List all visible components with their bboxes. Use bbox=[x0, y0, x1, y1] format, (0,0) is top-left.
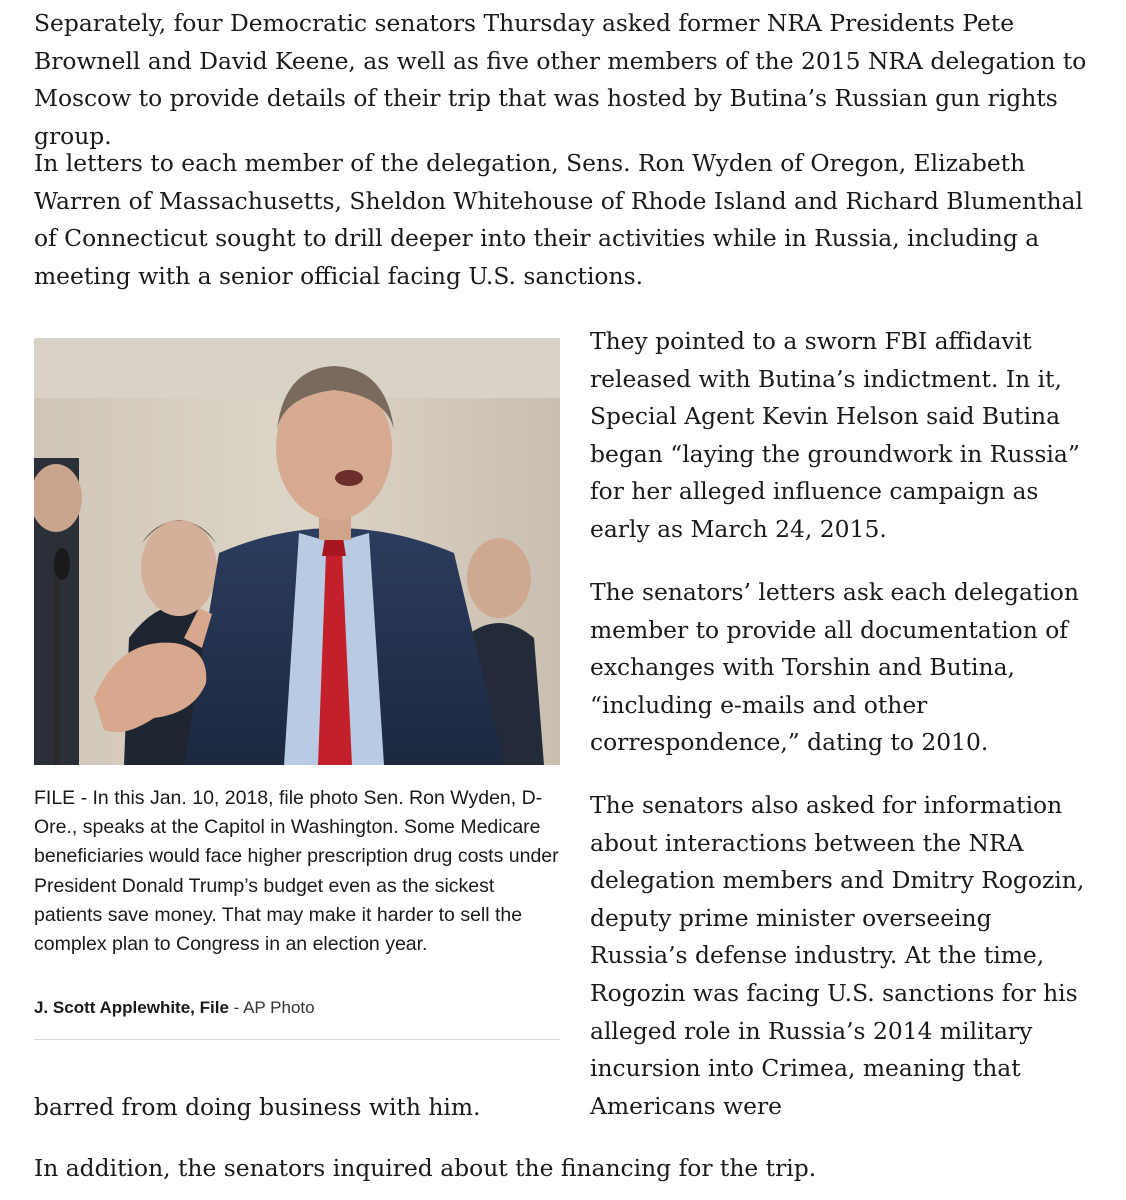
article-paragraph-5-continued: barred from doing business with him. bbox=[34, 1093, 481, 1121]
article-paragraph-6: In addition, the senators inquired about the financing for the trip. bbox=[34, 1154, 817, 1182]
article-paragraph-5: The senators also asked for information about interactions between the NRA delegation members and Dmitry Rogozin, deputy prime minister overseeing Russia’s defense industry. At the time, Rogozin was facing U.S. sanctions for his alleged role in Russia’s 2014 military incursion into Crimea, meaning that Americans were bbox=[590, 791, 1085, 1120]
article-figure bbox=[34, 338, 560, 765]
photo-credit-name: J. Scott Applewhite, File bbox=[34, 998, 229, 1017]
article-paragraph-3: They pointed to a sworn FBI affidavit released with Butina’s indictment. In it, Special Agent Kevin Helson said Butina began “laying the groundwork in Russia” for her alleged influence campaign as early as March 24, 2015. bbox=[590, 327, 1080, 543]
photo-senator-speaking bbox=[34, 338, 560, 765]
figure-divider bbox=[34, 1039, 560, 1040]
photo-credit-separator: - bbox=[228, 998, 244, 1017]
article-paragraph-4: The senators’ letters ask each delegation member to provide all documentation of exchanges with Torshin and Butina, “including e-mails and other correspondence,” dating to 2010. bbox=[590, 578, 1079, 757]
photo-credit-source: AP Photo bbox=[243, 998, 315, 1017]
figure-caption: FILE - In this Jan. 10, 2018, file photo Sen. Ron Wyden, D-Ore., speaks at the Capitol in Washington. Some Medicare beneficiaries would face higher prescription drug costs under President Donald Trump’s budget even as the sickest patients save money. That may make it harder to sell the complex plan to Congress in an election year. bbox=[34, 787, 559, 956]
article-paragraph-1: Separately, four Democratic senators Thursday asked former NRA Presidents Pete Brownell and David Keene, as well as five other members of the 2015 NRA delegation to Moscow to provide details of their trip that was hosted by Butina’s Russian gun rights group. bbox=[34, 9, 1087, 150]
photo-credit bbox=[34, 996, 315, 1020]
article-paragraph-2: In letters to each member of the delegation, Sens. Ron Wyden of Oregon, Elizabeth Warren of Massachusetts, Sheldon Whitehouse of Rhode Island and Richard Blumenthal of Connecticut sought to drill deeper into their activities while in Russia, including a meeting with a senior official facing U.S. sanctions. bbox=[34, 149, 1083, 290]
